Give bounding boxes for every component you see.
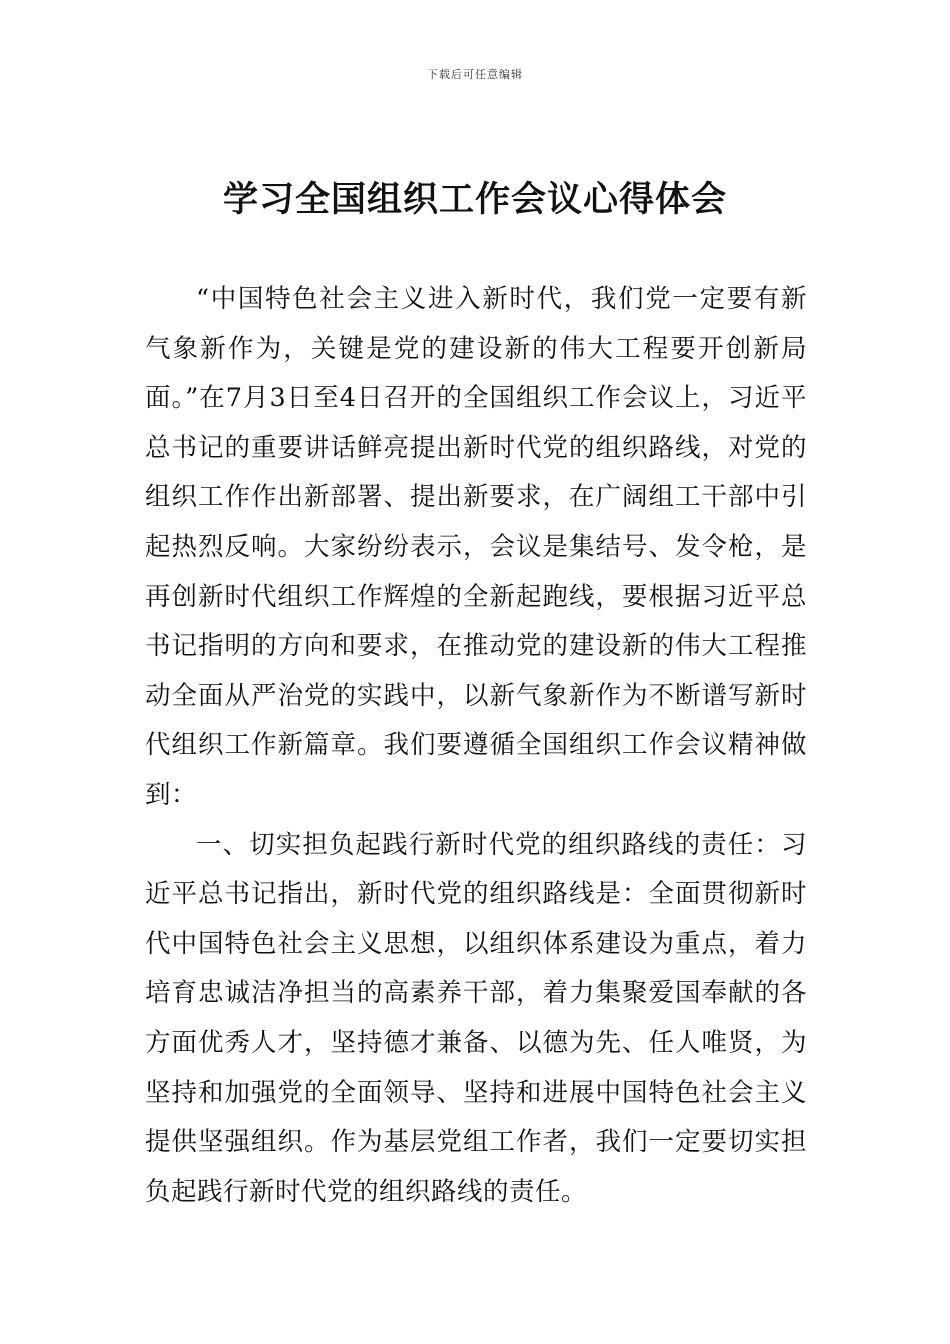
paragraph-intro: “中国特色社会主义进入新时代，我们党一定要有新气象新作为，关键是党的建设新的伟大工程要开创新局面。”在7月3日至4日召开的全国组织工作会议上，习近平总书记的重要讲话鲜亮提出新时代党的组织路线，对党的组织工作作出新部署、提出新要求，在广阔组工干部中引起热烈反响。大家纷纷表示，会议是集结号、发令枪，是再创新时代组织工作辉煌的全新起跑线，要根据习近平总书记指明的方向和要求，在推动党的建设新的伟大工程推动全面从严治党的实践中，以新气象新作为不断谱写新时代组织工作新篇章。我们要遵循全国组织工作会议精神做到： xyxy=(145,284,807,810)
document-body xyxy=(145,275,807,1217)
header-note: 下载后可任意编辑 xyxy=(427,68,523,81)
paragraph-section-one: 一、切实担负起践行新时代党的组织路线的责任：习近平总书记指出，新时代党的组织路线是：全面贯彻新时代中国特色社会主义思想，以组织体系建设为重点，着力培育忠诚洁净担当的高素养干部，着力集聚爱国奉献的各方面优秀人才，坚持德才兼备、以德为先、任人唯贤，为坚持和加强党的全面领导、坚持和进展中国特色社会主义提供坚强组织。作为基层党组工作者，我们一定要切实担负起践行新时代党的组织路线的责任。 xyxy=(145,829,807,1207)
document-title: 学习全国组织工作会议心得体会 xyxy=(222,179,727,220)
